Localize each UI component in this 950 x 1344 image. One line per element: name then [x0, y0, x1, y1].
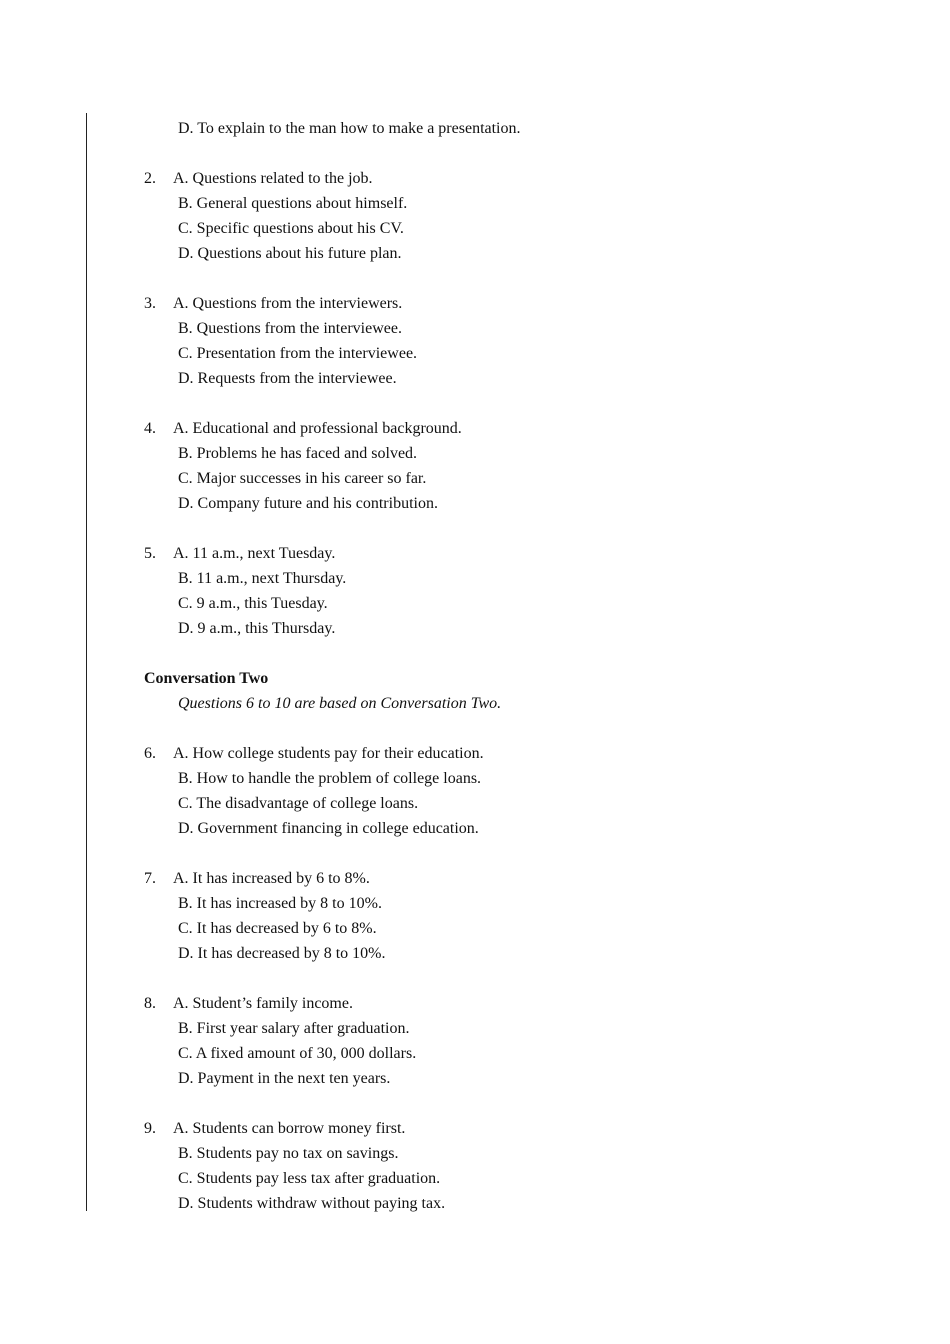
spacer — [0, 516, 950, 541]
option-b: B. First year salary after graduation. — [178, 1020, 410, 1037]
question-4 — [0, 416, 950, 516]
question-3 — [0, 291, 950, 391]
question-number: 6. — [144, 745, 156, 762]
question-8-line-b — [0, 1016, 950, 1041]
question-9 — [0, 1116, 950, 1216]
option-a: A. Educational and professional background. — [173, 420, 462, 437]
option-a: A. 11 a.m., next Tuesday. — [173, 545, 336, 562]
question-number: 2. — [144, 170, 156, 187]
question-1-option-d: D. To explain to the man how to make a presentation. — [178, 120, 521, 137]
question-3-line-b — [0, 316, 950, 341]
section-note: Questions 6 to 10 are based on Conversation Two. — [178, 695, 502, 712]
option-c: C. Specific questions about his CV. — [178, 220, 404, 237]
option-a: A. Student’s family income. — [173, 995, 353, 1012]
question-4-line-d — [0, 491, 950, 516]
spacer — [0, 1091, 950, 1116]
option-d: D. Questions about his future plan. — [178, 245, 402, 262]
spacer — [0, 641, 950, 666]
option-b: B. It has increased by 8 to 10%. — [178, 895, 382, 912]
question-1-option-d-line — [0, 116, 950, 141]
question-number: 3. — [144, 295, 156, 312]
question-6-line-b — [0, 766, 950, 791]
exam-page-content — [0, 116, 950, 1216]
question-7-line-c — [0, 916, 950, 941]
question-6-line-c — [0, 791, 950, 816]
option-d: D. It has decreased by 8 to 10%. — [178, 945, 386, 962]
question-4-line-b — [0, 441, 950, 466]
option-c: C. Major successes in his career so far. — [178, 470, 427, 487]
question-7-line-a — [0, 866, 950, 891]
option-c: C. The disadvantage of college loans. — [178, 795, 419, 812]
spacer — [0, 391, 950, 416]
option-c: C. A fixed amount of 30, 000 dollars. — [178, 1045, 417, 1062]
question-9-line-c — [0, 1166, 950, 1191]
question-5-line-d — [0, 616, 950, 641]
spacer — [0, 716, 950, 741]
spacer — [0, 841, 950, 866]
option-b: B. Problems he has faced and solved. — [178, 445, 418, 462]
question-6-line-d — [0, 816, 950, 841]
option-d: D. Payment in the next ten years. — [178, 1070, 391, 1087]
question-5 — [0, 541, 950, 641]
option-d: D. Government financing in college education. — [178, 820, 479, 837]
spacer — [0, 266, 950, 291]
option-a: A. It has increased by 6 to 8%. — [173, 870, 370, 887]
option-d: D. Company future and his contribution. — [178, 495, 438, 512]
section-heading: Conversation Two — [144, 670, 269, 687]
question-8-line-d — [0, 1066, 950, 1091]
option-a: A. How college students pay for their education. — [173, 745, 484, 762]
spacer — [0, 966, 950, 991]
option-c: C. Presentation from the interviewee. — [178, 345, 418, 362]
question-9-line-d — [0, 1191, 950, 1216]
question-number: 4. — [144, 420, 156, 437]
question-4-line-a — [0, 416, 950, 441]
question-8 — [0, 991, 950, 1091]
option-c: C. Students pay less tax after graduation. — [178, 1170, 441, 1187]
question-number: 8. — [144, 995, 156, 1012]
question-5-line-c — [0, 591, 950, 616]
option-d: D. 9 a.m., this Thursday. — [178, 620, 336, 637]
question-7-line-d — [0, 941, 950, 966]
section-note-line — [0, 691, 950, 716]
question-9-line-b — [0, 1141, 950, 1166]
spacer — [0, 141, 950, 166]
question-6-line-a — [0, 741, 950, 766]
question-number: 7. — [144, 870, 156, 887]
question-3-line-d — [0, 366, 950, 391]
question-7 — [0, 866, 950, 966]
option-d: D. Students withdraw without paying tax. — [178, 1195, 446, 1212]
option-b: B. General questions about himself. — [178, 195, 408, 212]
question-9-line-a — [0, 1116, 950, 1141]
question-8-line-c — [0, 1041, 950, 1066]
question-6 — [0, 741, 950, 841]
section-heading-line — [0, 666, 950, 691]
question-number: 9. — [144, 1120, 156, 1137]
option-b: B. 11 a.m., next Thursday. — [178, 570, 347, 587]
question-2-line-a — [0, 166, 950, 191]
question-4-line-c — [0, 466, 950, 491]
question-2-line-b — [0, 191, 950, 216]
question-3-line-c — [0, 341, 950, 366]
option-a: A. Students can borrow money first. — [173, 1120, 406, 1137]
question-number: 5. — [144, 545, 156, 562]
option-b: B. Questions from the interviewee. — [178, 320, 402, 337]
question-2-line-c — [0, 216, 950, 241]
question-5-line-b — [0, 566, 950, 591]
option-b: B. How to handle the problem of college loans. — [178, 770, 482, 787]
option-c: C. It has decreased by 6 to 8%. — [178, 920, 377, 937]
question-8-line-a — [0, 991, 950, 1016]
option-c: C. 9 a.m., this Tuesday. — [178, 595, 328, 612]
question-3-line-a — [0, 291, 950, 316]
option-d: D. Requests from the interviewee. — [178, 370, 397, 387]
question-2 — [0, 166, 950, 266]
option-b: B. Students pay no tax on savings. — [178, 1145, 399, 1162]
option-a: A. Questions from the interviewers. — [173, 295, 403, 312]
option-a: A. Questions related to the job. — [173, 170, 373, 187]
question-2-line-d — [0, 241, 950, 266]
question-5-line-a — [0, 541, 950, 566]
question-7-line-b — [0, 891, 950, 916]
